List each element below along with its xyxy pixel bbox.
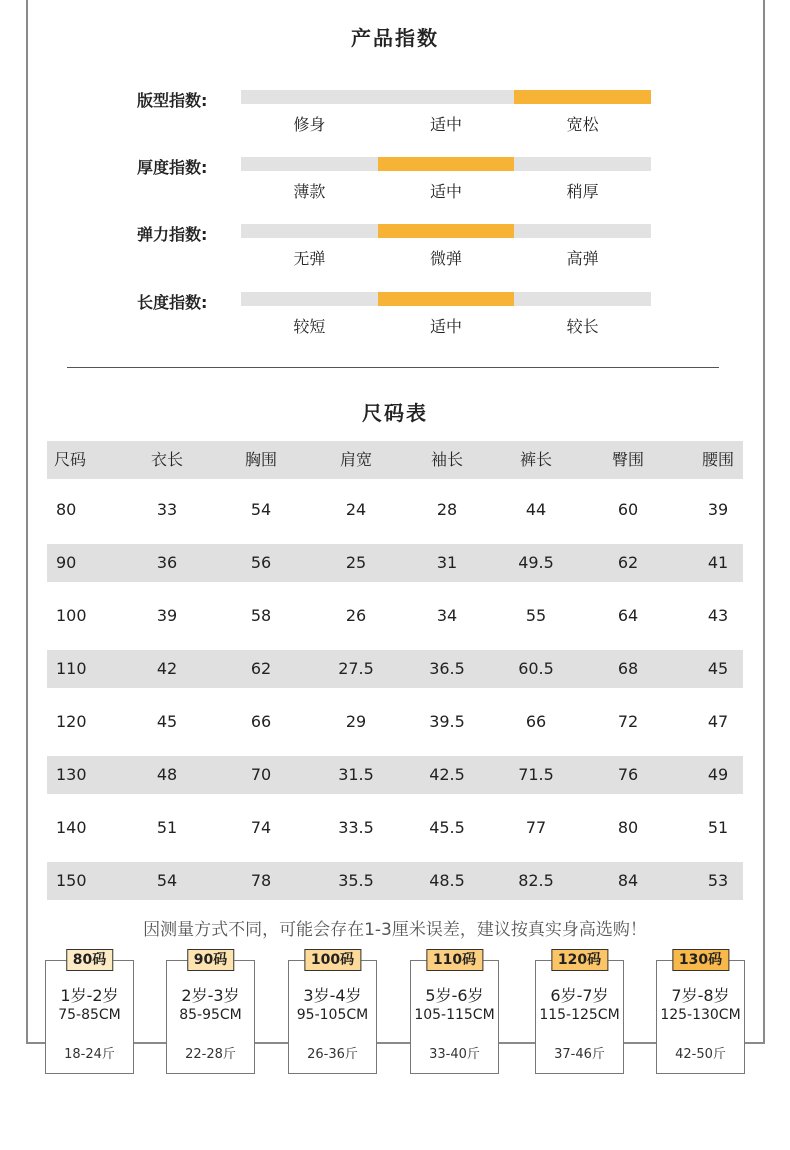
table-cell: 44 bbox=[525, 500, 547, 519]
index-option: 高弹 bbox=[566, 249, 599, 268]
index-option: 稍厚 bbox=[566, 182, 599, 201]
table-cell: 45 bbox=[156, 712, 178, 731]
table-row bbox=[47, 650, 743, 688]
index-bar-segment bbox=[241, 224, 378, 238]
table-cell: 78 bbox=[250, 871, 272, 890]
table-cell: 45 bbox=[707, 659, 729, 678]
index-bar bbox=[241, 224, 651, 238]
table-cell: 82.5 bbox=[518, 871, 554, 890]
index-option: 薄款 bbox=[293, 182, 326, 201]
size-card bbox=[288, 952, 377, 1074]
table-cell: 43 bbox=[707, 606, 729, 625]
card-height: 125-130CM bbox=[660, 1007, 741, 1023]
table-header-cell: 衣长 bbox=[150, 450, 184, 469]
card-weight: 37-46斤 bbox=[554, 1047, 605, 1062]
table-cell: 84 bbox=[617, 871, 639, 890]
index-option: 宽松 bbox=[566, 115, 599, 134]
index-options bbox=[241, 314, 651, 337]
index-bar-segment bbox=[241, 292, 378, 306]
table-row bbox=[47, 491, 743, 529]
size-badge: 100码 bbox=[304, 949, 361, 971]
size-card bbox=[535, 952, 624, 1074]
index-option: 适中 bbox=[430, 182, 463, 201]
card-age: 2岁-3岁 bbox=[181, 986, 240, 1005]
index-option: 微弹 bbox=[430, 249, 463, 268]
table-cell: 54 bbox=[250, 500, 272, 519]
index-bar-selected-segment bbox=[514, 90, 651, 104]
index-bar-selected-segment bbox=[378, 224, 515, 238]
table-cell: 120 bbox=[56, 712, 87, 731]
index-bar-selected-segment bbox=[378, 157, 515, 171]
card-age: 7岁-8岁 bbox=[671, 986, 730, 1005]
table-cell: 54 bbox=[156, 871, 178, 890]
table-cell: 60 bbox=[617, 500, 639, 519]
index-bar-segment bbox=[241, 157, 378, 171]
table-row bbox=[47, 809, 743, 847]
table-cell: 35.5 bbox=[338, 871, 374, 890]
table-cell: 27.5 bbox=[338, 659, 374, 678]
size-badge: 120码 bbox=[551, 949, 608, 971]
table-cell: 110 bbox=[56, 659, 87, 678]
table-cell: 25 bbox=[345, 553, 367, 572]
card-weight: 22-28斤 bbox=[185, 1047, 236, 1062]
index-option: 无弹 bbox=[293, 249, 326, 268]
index-options bbox=[241, 112, 651, 135]
table-cell: 36.5 bbox=[429, 659, 465, 678]
index-bar-segment bbox=[514, 157, 651, 171]
card-height: 85-95CM bbox=[179, 1007, 242, 1023]
table-header-cell: 尺码 bbox=[54, 450, 87, 469]
table-cell: 72 bbox=[617, 712, 639, 731]
index-row bbox=[0, 157, 790, 207]
table-row bbox=[47, 862, 743, 900]
table-cell: 74 bbox=[250, 818, 272, 837]
table-cell: 60.5 bbox=[518, 659, 554, 678]
table-row bbox=[47, 597, 743, 635]
size-card bbox=[45, 952, 134, 1074]
table-cell: 31.5 bbox=[338, 765, 374, 784]
index-bar-segment bbox=[241, 90, 378, 104]
table-cell: 76 bbox=[617, 765, 639, 784]
table-cell: 29 bbox=[345, 712, 367, 731]
table-row bbox=[47, 544, 743, 582]
card-weight: 26-36斤 bbox=[307, 1047, 358, 1062]
size-badge: 90码 bbox=[187, 949, 234, 971]
table-cell: 26 bbox=[345, 606, 367, 625]
table-cell: 100 bbox=[56, 606, 87, 625]
size-card bbox=[166, 952, 255, 1074]
size-badge: 110码 bbox=[426, 949, 483, 971]
measurement-note: 因测量方式不同，可能会存在1-3厘米误差，建议按真实身高选购！ bbox=[143, 920, 647, 940]
table-header-row bbox=[47, 441, 743, 479]
table-header-cell: 腰围 bbox=[701, 450, 735, 469]
table-cell: 47 bbox=[707, 712, 729, 731]
table-cell: 66 bbox=[250, 712, 272, 731]
size-table-title: 尺码表 bbox=[362, 401, 428, 425]
table-header-cell: 肩宽 bbox=[339, 450, 373, 469]
table-header-cell: 胸围 bbox=[244, 450, 278, 469]
table-cell: 49.5 bbox=[518, 553, 554, 572]
table-cell: 28 bbox=[436, 500, 458, 519]
card-age: 6岁-7岁 bbox=[550, 986, 609, 1005]
table-cell: 24 bbox=[345, 500, 367, 519]
card-age: 5岁-6岁 bbox=[425, 986, 484, 1005]
product-index-title: 产品指数 bbox=[351, 26, 439, 50]
card-weight: 33-40斤 bbox=[429, 1047, 480, 1062]
table-cell: 58 bbox=[250, 606, 272, 625]
card-height: 105-115CM bbox=[414, 1007, 495, 1023]
table-cell: 36 bbox=[156, 553, 178, 572]
index-label: 弹力指数: bbox=[137, 225, 208, 244]
table-cell: 62 bbox=[250, 659, 272, 678]
card-height: 75-85CM bbox=[58, 1007, 121, 1023]
table-cell: 62 bbox=[617, 553, 639, 572]
table-cell: 42.5 bbox=[429, 765, 465, 784]
index-bar bbox=[241, 292, 651, 306]
index-option: 修身 bbox=[293, 115, 326, 134]
index-option: 较短 bbox=[293, 317, 326, 336]
table-cell: 90 bbox=[56, 553, 77, 572]
table-row bbox=[47, 703, 743, 741]
table-cell: 39 bbox=[156, 606, 178, 625]
table-cell: 49 bbox=[707, 765, 729, 784]
index-row bbox=[0, 292, 790, 342]
card-weight: 18-24斤 bbox=[64, 1047, 115, 1062]
index-label: 厚度指数: bbox=[137, 158, 208, 177]
index-label: 长度指数: bbox=[137, 293, 208, 312]
table-cell: 64 bbox=[617, 606, 639, 625]
table-cell: 56 bbox=[250, 553, 272, 572]
index-row bbox=[0, 224, 790, 274]
table-cell: 39 bbox=[707, 500, 729, 519]
size-badge: 80码 bbox=[66, 949, 113, 971]
card-height: 95-105CM bbox=[296, 1007, 369, 1023]
card-weight: 42-50斤 bbox=[675, 1047, 726, 1062]
table-header-cell: 臀围 bbox=[611, 450, 645, 469]
card-age: 3岁-4岁 bbox=[303, 986, 362, 1005]
index-bar-segment bbox=[514, 224, 651, 238]
table-cell: 48 bbox=[156, 765, 178, 784]
table-cell: 48.5 bbox=[429, 871, 465, 890]
table-cell: 34 bbox=[436, 606, 458, 625]
card-age: 1岁-2岁 bbox=[60, 986, 119, 1005]
table-cell: 51 bbox=[156, 818, 178, 837]
table-cell: 39.5 bbox=[429, 712, 465, 731]
size-card bbox=[410, 952, 499, 1074]
index-option: 适中 bbox=[430, 115, 463, 134]
table-cell: 45.5 bbox=[429, 818, 465, 837]
index-bar-segment bbox=[514, 292, 651, 306]
table-header-cell: 裤长 bbox=[519, 450, 553, 469]
table-header-cell: 袖长 bbox=[430, 450, 464, 469]
table-cell: 33 bbox=[156, 500, 178, 519]
table-cell: 70 bbox=[250, 765, 272, 784]
index-row bbox=[0, 90, 790, 140]
table-cell: 33.5 bbox=[338, 818, 374, 837]
table-cell: 66 bbox=[525, 712, 547, 731]
frame-bottom-border bbox=[26, 1042, 765, 1044]
index-label: 版型指数: bbox=[137, 91, 208, 110]
table-cell: 80 bbox=[56, 500, 77, 519]
table-cell: 41 bbox=[707, 553, 729, 572]
table-cell: 80 bbox=[617, 818, 639, 837]
table-cell: 31 bbox=[436, 553, 458, 572]
table-row bbox=[47, 756, 743, 794]
size-badge: 130码 bbox=[672, 949, 729, 971]
table-cell: 68 bbox=[617, 659, 639, 678]
size-card bbox=[656, 952, 745, 1074]
index-options bbox=[241, 179, 651, 202]
table-cell: 42 bbox=[156, 659, 178, 678]
table-cell: 150 bbox=[56, 871, 87, 890]
index-option: 适中 bbox=[430, 317, 463, 336]
table-cell: 140 bbox=[56, 818, 87, 837]
card-height: 115-125CM bbox=[539, 1007, 620, 1023]
section-divider bbox=[67, 367, 719, 368]
index-option: 较长 bbox=[566, 317, 599, 336]
index-options bbox=[241, 246, 651, 269]
index-bar-segment bbox=[378, 90, 515, 104]
table-cell: 130 bbox=[56, 765, 87, 784]
index-bar-selected-segment bbox=[378, 292, 515, 306]
table-cell: 55 bbox=[525, 606, 547, 625]
table-cell: 53 bbox=[707, 871, 729, 890]
table-cell: 77 bbox=[525, 818, 547, 837]
table-cell: 51 bbox=[707, 818, 729, 837]
table-cell: 71.5 bbox=[518, 765, 554, 784]
index-bar bbox=[241, 90, 651, 104]
index-bar bbox=[241, 157, 651, 171]
